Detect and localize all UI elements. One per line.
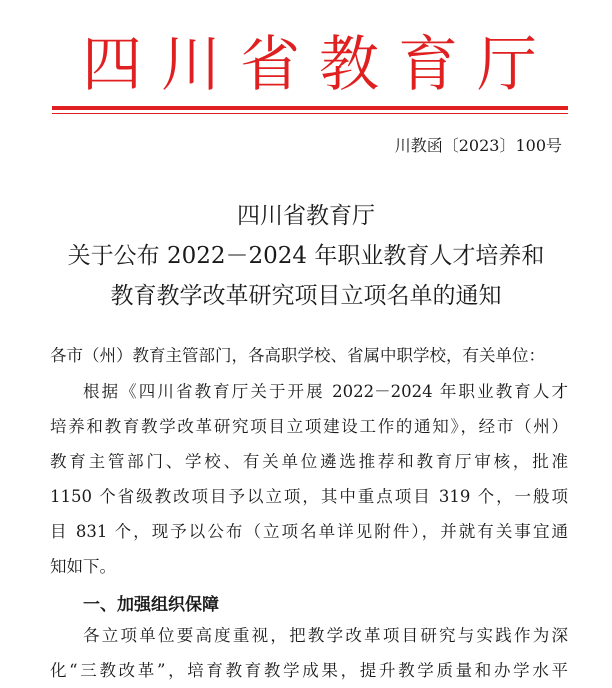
paragraph-line: 根据《四川省教育厅关于开展 2022－2024 年职业教育人才 [83,382,568,401]
title-line: 四川省教育厅 [237,203,375,229]
paragraph-line: 化“三教改革”，培育教育教学成果，提升教学质量和办学水平 [50,661,568,680]
masthead-title [52,28,567,102]
document-number: 川教函〔2023〕100号 [394,136,562,155]
masthead-char: 教 [319,30,379,100]
red-divider-thin [52,113,568,114]
masthead-char: 川 [161,30,221,100]
paragraph-line: 1150 个省级教改项目予以立项，其中重点项目 319 个，一般项 [50,487,568,506]
masthead-char: 育 [398,30,458,100]
red-divider-thick [52,106,568,110]
paragraph-line: 各立项单位要高度重视，把教学改革项目研究与实践作为深 [83,626,568,645]
document-title [0,196,612,316]
title-line: 教育教学改革研究项目立项名单的通知 [110,283,502,309]
paragraph-line: 教育主管部门、学校、有关单位遴选推荐和教育厅审核，批准 [50,452,568,471]
section-heading: 一、加强组织保障 [83,595,219,615]
paragraph-line: 知如下。 [50,557,116,576]
paragraph-line: 目 831 个，现予以公布（立项名单详见附件），并就有关事宜通 [50,522,568,541]
body-paragraph [50,374,568,584]
masthead-char: 厅 [477,30,537,100]
paragraph-line: 培养和教育教学改革研究项目立项建设工作的通知》，经市（州） [50,417,568,436]
body-paragraph [50,618,568,688]
salutation: 各市（州）教育主管部门，各高职学校、省属中职学校，有关单位： [50,346,545,365]
masthead-char: 四 [82,30,142,100]
masthead-char: 省 [240,30,300,100]
title-line: 关于公布 2022－2024 年职业教育人才培养和 [67,243,545,269]
